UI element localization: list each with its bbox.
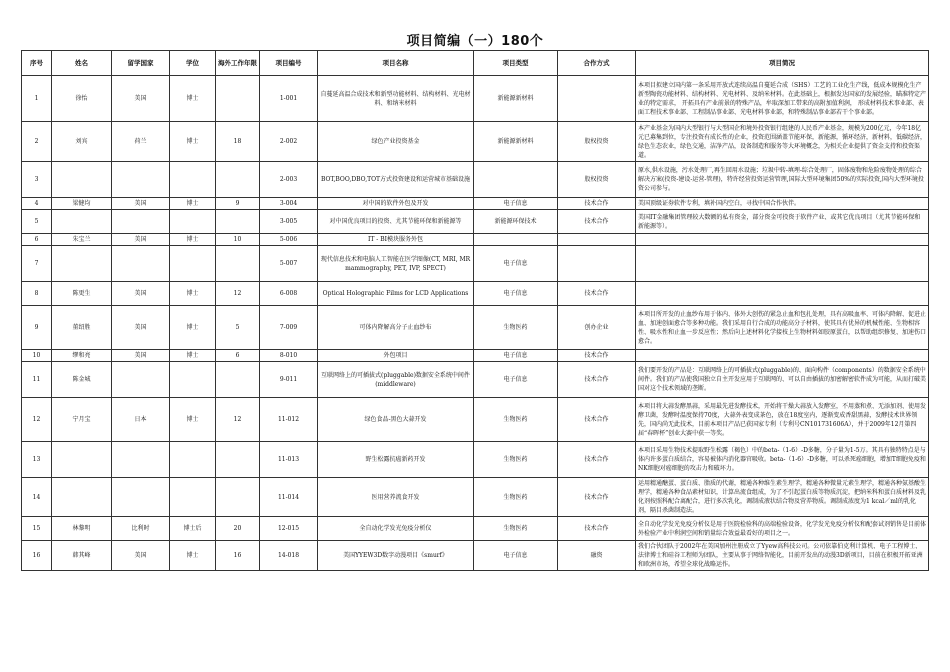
cell-country bbox=[112, 442, 170, 478]
cell-coop: 股权投资 bbox=[558, 162, 636, 198]
header-country: 留学国家 bbox=[112, 51, 170, 76]
cell-country: 比利时 bbox=[112, 517, 170, 541]
cell-degree: 博士 bbox=[170, 234, 216, 246]
cell-no: 1 bbox=[22, 76, 52, 122]
cell-no: 5 bbox=[22, 210, 52, 234]
cell-name bbox=[52, 442, 112, 478]
cell-years: 12 bbox=[216, 398, 260, 442]
cell-no: 9 bbox=[22, 306, 52, 350]
cell-project: 对中国优良项目的投资、尤其节能环保和新能源等 bbox=[318, 210, 474, 234]
cell-name: 陈更生 bbox=[52, 282, 112, 306]
cell-desc: 全自动化学发光免疫分析仪是用于医院检验科的高端检验设备，化学发光免疫分析仪和配套试剂销售是目前体外检验产业中利润空间和销量综合效益最看好的项目之一。 bbox=[636, 517, 929, 541]
cell-desc: 美国顶级证券软件专利，填补国内空白，寻找中国合作伙伴。 bbox=[636, 198, 929, 210]
cell-desc bbox=[636, 234, 929, 246]
cell-no: 16 bbox=[22, 541, 52, 571]
project-table bbox=[21, 50, 929, 571]
cell-country: 美国 bbox=[112, 198, 170, 210]
cell-coop bbox=[558, 76, 636, 122]
cell-desc bbox=[636, 282, 929, 306]
header-project: 项目名称 bbox=[318, 51, 474, 76]
cell-coop: 技术合作 bbox=[558, 350, 636, 362]
cell-type: 电子信息 bbox=[474, 350, 558, 362]
header-no: 序号 bbox=[22, 51, 52, 76]
cell-name: 宁月宝 bbox=[52, 398, 112, 442]
cell-degree bbox=[170, 246, 216, 282]
cell-project: 医用营养流食开发 bbox=[318, 478, 474, 517]
cell-type: 电子信息 bbox=[474, 541, 558, 571]
cell-code: 8-010 bbox=[260, 350, 318, 362]
cell-degree: 博士 bbox=[170, 282, 216, 306]
cell-project: Optical Holographic Films for LCD Applications bbox=[318, 282, 474, 306]
table-row bbox=[22, 398, 929, 442]
cell-no: 11 bbox=[22, 362, 52, 398]
cell-no: 8 bbox=[22, 282, 52, 306]
cell-desc: 本项目将大蒜发酵黑蒜，采用最先进发酵技术，开始将干燥大蒜放入发酵室，不用蒸和煮、无添加剂、使用发酵卫菌，发酵时温度保持70度，大蒜外表变成茶色，放在18度室内，逐渐变成香甜黑蒜，发酵技术世界领先，国内尚无此技术，目前本项目产品已获国家专利（专利号CN101731606A），并于2009年12月第四届“春晖杯”创业大赛中获一等奖。 bbox=[636, 398, 929, 442]
cell-code: 1-001 bbox=[260, 76, 318, 122]
cell-degree bbox=[170, 210, 216, 234]
cell-type: 新能源新材料 bbox=[474, 122, 558, 162]
cell-degree bbox=[170, 162, 216, 198]
cell-coop bbox=[558, 246, 636, 282]
table-row bbox=[22, 350, 929, 362]
cell-years bbox=[216, 442, 260, 478]
header-code: 项目编号 bbox=[260, 51, 318, 76]
cell-coop: 技术合作 bbox=[558, 362, 636, 398]
cell-code: 12-015 bbox=[260, 517, 318, 541]
cell-type: 新能源新材料 bbox=[474, 76, 558, 122]
cell-project: BOT,BOO,DBO,TOT方式投资建设和运营城市基础设施 bbox=[318, 162, 474, 198]
cell-country bbox=[112, 362, 170, 398]
table-row bbox=[22, 541, 929, 571]
cell-coop: 创办企业 bbox=[558, 306, 636, 350]
cell-code: 3-005 bbox=[260, 210, 318, 234]
cell-name: 徐怡 bbox=[52, 76, 112, 122]
cell-code: 14-018 bbox=[260, 541, 318, 571]
cell-code: 6-008 bbox=[260, 282, 318, 306]
cell-country: 日本 bbox=[112, 398, 170, 442]
cell-code: 5-007 bbox=[260, 246, 318, 282]
cell-coop bbox=[558, 234, 636, 246]
cell-name: 董绍胜 bbox=[52, 306, 112, 350]
cell-country: 美国 bbox=[112, 234, 170, 246]
cell-years: 6 bbox=[216, 350, 260, 362]
cell-coop: 技术合作 bbox=[558, 398, 636, 442]
cell-years bbox=[216, 76, 260, 122]
cell-desc bbox=[636, 350, 929, 362]
cell-degree bbox=[170, 478, 216, 517]
cell-years bbox=[216, 162, 260, 198]
cell-degree: 博士 bbox=[170, 398, 216, 442]
cell-code: 9-011 bbox=[260, 362, 318, 398]
cell-country: 荷兰 bbox=[112, 122, 170, 162]
cell-years: 18 bbox=[216, 122, 260, 162]
cell-project: 对中国的软件外包及开发 bbox=[318, 198, 474, 210]
cell-country: 美国 bbox=[112, 76, 170, 122]
cell-project: 绿色产业投资基金 bbox=[318, 122, 474, 162]
cell-type: 电子信息 bbox=[474, 282, 558, 306]
cell-project: 可体内降解高分子止血纱布 bbox=[318, 306, 474, 350]
cell-project: 全自动化学发光免疫分析仪 bbox=[318, 517, 474, 541]
cell-years bbox=[216, 210, 260, 234]
table-row bbox=[22, 478, 929, 517]
cell-degree bbox=[170, 442, 216, 478]
cell-coop: 技术合作 bbox=[558, 517, 636, 541]
header-name: 姓名 bbox=[52, 51, 112, 76]
header-coop: 合作方式 bbox=[558, 51, 636, 76]
cell-type: 生物医药 bbox=[474, 478, 558, 517]
cell-name: 朱宝兰 bbox=[52, 234, 112, 246]
cell-project: IT - BI模块服务外包 bbox=[318, 234, 474, 246]
table-row bbox=[22, 210, 929, 234]
cell-desc: 运用精通醣蛋、蛋白质、脂质的代谢，精通各种维生素生理学，精通各种微量元素生理学，精通各种氨基酸生理学，精通各种食品素材知识，计算出流食组成，为了不引起蛋白质等物质沉淀，把纳米科和蛋白质材料及乳化剂按照科配合离配合，进行多次乳化，调制成液状结合物及营养物质。调制成浓度为1 kcal／ml的乳化剂，隔目杀菌制造法。 bbox=[636, 478, 929, 517]
cell-no: 14 bbox=[22, 478, 52, 517]
cell-degree: 博士 bbox=[170, 198, 216, 210]
cell-years bbox=[216, 362, 260, 398]
cell-project: 绿色食品-黑色大蒜开发 bbox=[318, 398, 474, 442]
cell-project: 外包项目 bbox=[318, 350, 474, 362]
cell-name: 陈金城 bbox=[52, 362, 112, 398]
cell-code: 2-002 bbox=[260, 122, 318, 162]
header-years: 海外工作年限 bbox=[216, 51, 260, 76]
cell-code: 3-004 bbox=[260, 198, 318, 210]
cell-years: 16 bbox=[216, 541, 260, 571]
cell-code: 5-006 bbox=[260, 234, 318, 246]
cell-no: 3 bbox=[22, 162, 52, 198]
table-row bbox=[22, 76, 929, 122]
cell-degree: 博士 bbox=[170, 76, 216, 122]
cell-type: 电子信息 bbox=[474, 198, 558, 210]
cell-coop: 技术合作 bbox=[558, 282, 636, 306]
cell-degree: 博士 bbox=[170, 350, 216, 362]
cell-country: 美国 bbox=[112, 306, 170, 350]
table-row bbox=[22, 234, 929, 246]
cell-no: 2 bbox=[22, 122, 52, 162]
cell-desc: 原水,供水设施，污水处理厂,再生回用水设施；垃圾中转-填埋-综合处理厂，固体废物和危险废物处理的综合解决方案(投资-建设-运营-管理)，特许经营投资运营管理,国际大型环境集团50%的实际投资,国内大型环境投资公司参与。 bbox=[636, 162, 929, 198]
cell-no: 7 bbox=[22, 246, 52, 282]
table-row bbox=[22, 122, 929, 162]
header-row bbox=[22, 51, 929, 76]
cell-degree: 博士 bbox=[170, 306, 216, 350]
cell-project: 互联网络上的可插拔式(pluggable)数据安全系统中间件(middleware) bbox=[318, 362, 474, 398]
table-row bbox=[22, 162, 929, 198]
cell-country: 美国 bbox=[112, 350, 170, 362]
cell-desc: 美国IT金融集团管理较大数额的私有资金，部分资金可投资于软件产业、或其它优良项目（尤其节能环保和新能源等）。 bbox=[636, 210, 929, 234]
cell-name bbox=[52, 210, 112, 234]
cell-type: 生物医药 bbox=[474, 306, 558, 350]
cell-code: 7-009 bbox=[260, 306, 318, 350]
cell-country bbox=[112, 210, 170, 234]
cell-name bbox=[52, 478, 112, 517]
cell-years: 20 bbox=[216, 517, 260, 541]
cell-no: 4 bbox=[22, 198, 52, 210]
header-type: 项目类型 bbox=[474, 51, 558, 76]
cell-years bbox=[216, 478, 260, 517]
cell-country: 美国 bbox=[112, 541, 170, 571]
cell-code: 2-003 bbox=[260, 162, 318, 198]
cell-name bbox=[52, 246, 112, 282]
table-row bbox=[22, 246, 929, 282]
cell-coop: 技术合作 bbox=[558, 478, 636, 517]
cell-no: 13 bbox=[22, 442, 52, 478]
cell-degree bbox=[170, 362, 216, 398]
table-row bbox=[22, 306, 929, 350]
cell-country bbox=[112, 162, 170, 198]
cell-type: 生物医药 bbox=[474, 517, 558, 541]
cell-project: 现代信息技术和电脑人工智能在医学图像(CT, MRI, MR mammography, PET, IVP, SPECT) bbox=[318, 246, 474, 282]
cell-no: 6 bbox=[22, 234, 52, 246]
page-title: 项目简编（一）180个 bbox=[406, 34, 544, 49]
cell-project: 野生松露抗癌新药开发 bbox=[318, 442, 474, 478]
cell-name: 林黎明 bbox=[52, 517, 112, 541]
cell-coop: 融资 bbox=[558, 541, 636, 571]
cell-code: 11-013 bbox=[260, 442, 318, 478]
cell-type: 生物医药 bbox=[474, 442, 558, 478]
cell-desc: 本项目拟建立国内第一条采用开放式连续高温自蔓延合成（SHS）工艺的工业化生产线，低成本规模化生产新型陶瓷功能材料、结构材料、光电材料、及纳米材料。在此基础上，根据发达国家的发展经验，瞄准特定产业的特定需求， 开拓具有产业前景的特殊产品，牟取深加工带来的高附加值利润， 形成材料技术事业部、表面工程技术事业部、工程制品事业部、光电材料事业部，和特殊制品事业部若干个事业部。 bbox=[636, 76, 929, 122]
cell-desc: 本项目所开发的止血纱布用于体内、体外大创伤的紧急止血和包扎处理，具有高吸血率、可体内降解、促进止血、加速创面愈合等多种功能。我们采用自行合成的功能高分子材料，使其具有优异的机械性能、生物相容性、吸水性和止血一步反应性；然后向上述材料化学接枝上生物材料如胶原蛋白，以帮助组织修复、加速伤口愈合。 bbox=[636, 306, 929, 350]
cell-type: 电子信息 bbox=[474, 362, 558, 398]
table-body bbox=[22, 76, 929, 571]
cell-type: 生物医药 bbox=[474, 398, 558, 442]
table-row bbox=[22, 282, 929, 306]
cell-project: 美国YYEW3D数字动漫项目《smurf》 bbox=[318, 541, 474, 571]
cell-desc: 我们要开发的产品是：互联网络上的可插拔式(pluggable)的、面向构件（components）的数据安全系统中间件。我们的产品使我国独立自主开发应用于互联网的、可以自由插拔的加密解密软件成为可能，从而打破美国对这个技术领域的垄断。 bbox=[636, 362, 929, 398]
cell-degree: 博士后 bbox=[170, 517, 216, 541]
cell-type bbox=[474, 234, 558, 246]
cell-years bbox=[216, 246, 260, 282]
cell-no: 12 bbox=[22, 398, 52, 442]
cell-name: 韩其峰 bbox=[52, 541, 112, 571]
table-row bbox=[22, 517, 929, 541]
table-row bbox=[22, 198, 929, 210]
header-desc: 项目简况 bbox=[636, 51, 929, 76]
cell-desc: 本项目采用生物技术提取野生松露（褐色）中的beta-（1-6）-D多糖，分子量为1-5万。其具有独特特点是与体内许多蛋白质结合，容易被体内消化器官吸收。beta-（1-6）-D多糖，可以杀死癌细胞，增加T细胞免疫和NK细胞对癌细胞的攻击力和破坏力。 bbox=[636, 442, 929, 478]
table-row bbox=[22, 442, 929, 478]
cell-name: 缪和亮 bbox=[52, 350, 112, 362]
cell-name bbox=[52, 162, 112, 198]
cell-years: 10 bbox=[216, 234, 260, 246]
cell-years: 9 bbox=[216, 198, 260, 210]
cell-desc: 我们合伙团队于2002年在美国加州注册成立了Yyew高科技公司。公司依靠伯克利计算机、电子工程博士、法律博士和硅谷工程师为团队，主要从事于网络智能化，目前开发出的动漫3D新项目，目前在积极开拓亚洲和欧洲市场，希望全球化战略运作。 bbox=[636, 541, 929, 571]
table-row bbox=[22, 362, 929, 398]
cell-degree: 博士 bbox=[170, 541, 216, 571]
header-degree: 学位 bbox=[170, 51, 216, 76]
cell-no: 10 bbox=[22, 350, 52, 362]
cell-coop: 技术合作 bbox=[558, 210, 636, 234]
cell-code: 11-012 bbox=[260, 398, 318, 442]
cell-name: 梁健均 bbox=[52, 198, 112, 210]
cell-type: 新能源环保技术 bbox=[474, 210, 558, 234]
cell-years: 12 bbox=[216, 282, 260, 306]
cell-name: 刘宾 bbox=[52, 122, 112, 162]
cell-coop: 技术合作 bbox=[558, 198, 636, 210]
cell-degree: 博士 bbox=[170, 122, 216, 162]
cell-desc: 本产业基金为国内大型银行与大型国企和境外投资银行组建的人民币产业基金，规模为200亿元，今年18亿元已募集到位，专注投资有成长性的企业，投资范围涵盖节能环保，新能源，循环经济，新材料，低碳经济，绿色生态农业，绿色交通，洁净产品，设备制造和服务等大环境概念，为相关企业提供了资金支持和投资渠道。 bbox=[636, 122, 929, 162]
cell-type: 电子信息 bbox=[474, 246, 558, 282]
cell-coop: 技术合作 bbox=[558, 442, 636, 478]
cell-no: 15 bbox=[22, 517, 52, 541]
cell-country bbox=[112, 478, 170, 517]
cell-country: 美国 bbox=[112, 282, 170, 306]
cell-type bbox=[474, 162, 558, 198]
cell-coop: 股权投资 bbox=[558, 122, 636, 162]
cell-desc bbox=[636, 246, 929, 282]
cell-country bbox=[112, 246, 170, 282]
cell-project: 自蔓延高温合成技术和新型功能材料、结构材料、光电材料、和纳米材料 bbox=[318, 76, 474, 122]
cell-years: 5 bbox=[216, 306, 260, 350]
cell-code: 11-014 bbox=[260, 478, 318, 517]
